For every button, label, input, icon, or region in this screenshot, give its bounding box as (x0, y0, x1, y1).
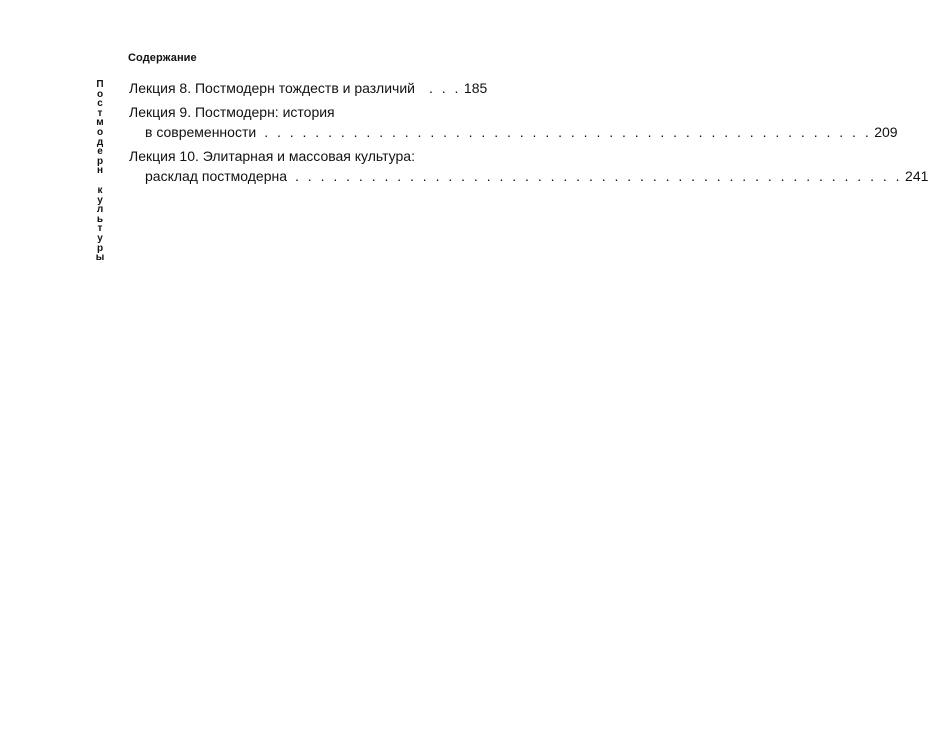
vertical-title-letter: с (97, 98, 103, 110)
dot-leader: . . . . . . . . . . . . . . . . . . . . . . . . . . . . . . . . . . . . . . . . . . . . . . . . (264, 124, 872, 140)
toc-entry-title: Лекция 8. Постмодерн тождеств и различий (129, 80, 415, 96)
vertical-title-letter: р (96, 242, 104, 254)
toc-page-number: 185 (463, 80, 488, 96)
vertical-title-letter: у (97, 194, 103, 206)
vertical-title-letter: о (96, 126, 104, 138)
dot-leader: . . . (428, 80, 461, 96)
vertical-title-letter: ь (96, 213, 104, 225)
vertical-title-word-2 (96, 186, 105, 263)
vertical-title-letter: м (96, 117, 104, 129)
vertical-title-letter: н (96, 165, 104, 177)
toc-entry-lecture-8 (129, 78, 488, 98)
toc-line (129, 122, 898, 142)
toc-line (129, 146, 485, 166)
dot-leader: . . . . . . . . . . . . . . . . . . . . . . . . . . . . . . . . . . . . . . . . . . . . . . . . (295, 168, 903, 184)
vertical-title-letter: р (96, 155, 104, 167)
vertical-title-word-1 (96, 80, 103, 176)
vertical-title-letter: к (97, 184, 103, 196)
toc-entry-title: Лекция 10. Элитарная и массовая культура: (129, 148, 415, 164)
vertical-title-letter: л (96, 204, 104, 216)
toc-line (129, 102, 485, 122)
toc-line (129, 78, 488, 98)
toc-entry-title-continued: расклад постмодерна (145, 168, 288, 184)
vertical-title-letter: т (97, 107, 103, 119)
running-head: Содержание (128, 52, 197, 64)
toc-entry-title-continued: в современности (145, 124, 257, 140)
toc-page-number: 241 (905, 168, 928, 184)
vertical-title-letter: о (96, 88, 104, 100)
vertical-book-title (93, 80, 107, 263)
vertical-title-letter: П (96, 79, 104, 90)
vertical-title-letter: д (96, 136, 104, 148)
vertical-title-letter: ы (95, 252, 105, 264)
vertical-title-letter: т (97, 223, 103, 235)
toc-page-number: 209 (874, 124, 898, 140)
table-of-contents (129, 78, 928, 190)
toc-entry-title: Лекция 9. Постмодерн: история (129, 104, 335, 120)
vertical-title-letter: у (97, 232, 103, 244)
vertical-title-letter: е (97, 146, 103, 158)
toc-entry-lecture-9 (129, 102, 898, 142)
toc-line (129, 166, 928, 186)
toc-entry-lecture-10 (129, 146, 928, 186)
